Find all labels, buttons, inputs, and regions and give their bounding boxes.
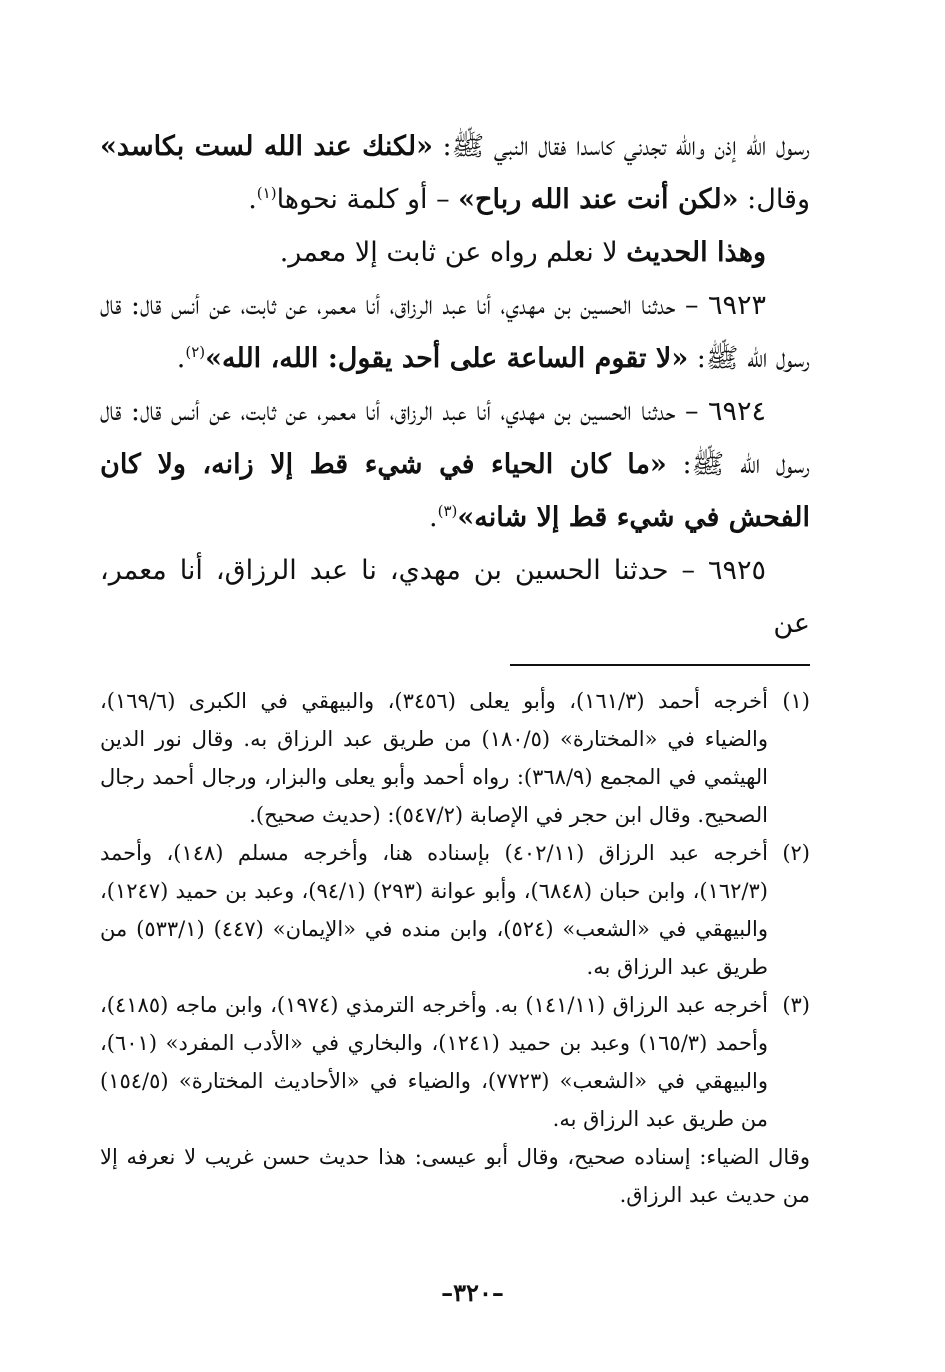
paragraph-hadith-continuation	[100, 120, 810, 226]
text-run: ٦٩٢٣ – حدثنا الحسين بن مهدي، أنا عبد الرزاق، أنا معمر، عن ثابت، عن أنس قال: قال رسول الله ﷺ:	[100, 290, 810, 374]
paragraph-remark	[100, 226, 810, 279]
bold-quote: «لا تقوم الساعة على أحد يقول: الله، الله»	[205, 343, 689, 374]
text-run: .	[176, 343, 186, 374]
footnote-text: أخرجه عبد الرزاق (٤٠٢/١١) بإسناده هنا، وأخرجه مسلم (١٤٨)، وأحمد (١٦٢/٣)، وابن حبان (٦٨٤٨)، وأبو عوانة (٢٩٣) (٩٤/١)، وعبد بن حميد (١٢٤٧)، والبيهقي في «الشعب» (٥٢٤)، وابن منده في «الإيمان» (٤٤٧) (٥٣٣/١) من طريق عبد الرزاق به.	[100, 841, 769, 979]
footnote-3	[100, 986, 810, 1138]
footnote-text: أخرجه أحمد (١٦١/٣)، وأبو يعلى (٣٤٥٦)، والبيهقي في الكبرى (١٦٩/٦)، والضياء في «المختارة» (١٨٠/٥) من طريق عبد الرزاق به. وقال نور الدين الهيثمي في المجمع (٣٦٨/٩): رواه أحمد وأبو يعلى والبزار، ورجال أحمد رجال الصحيح. وقال ابن حجر في الإصابة (٥٤٧/٢): (حديث صحيح).	[100, 689, 768, 827]
footnote-marker: (٢)	[782, 841, 810, 865]
text-run: ٦٩٢٤ – حدثنا الحسين بن مهدي، أنا عبد الرزاق، أنا معمر، عن ثابت، عن أنس قال: قال رسول الله ﷺ:	[100, 396, 810, 480]
text-run: .	[248, 184, 257, 215]
footnote-ref[interactable]: (٢)	[185, 343, 206, 361]
footnote-text: أخرجه عبد الرزاق (١٤١/١١) به. وأخرجه الترمذي (١٩٧٤)، وابن ماجه (٤١٨٥)، وأحمد (١٦٥/٣) وعبد بن حميد (١٢٤١)، والبخاري في «الأدب المفرد» (٦٠١)، والبيهقي في «الشعب» (٧٧٢٣)، والضياء في «الأحاديث المختارة» (١٥٤/٥) من طريق عبد الرزاق به.	[100, 993, 769, 1131]
footnote-1	[100, 682, 810, 834]
text-run: رسول الله إذن والله تجدني كاسدا فقال النبي ﷺ:	[433, 131, 810, 162]
footnote-continuation: وقال الضياء: إسناده صحيح، وقال أبو عيسى: هذا حديث حسن غريب لا نعرفه إلا من حديث عبد الرزاق.	[100, 1145, 810, 1207]
bold-quote: «ما كان الحياء في شيء قط إلا زانه، ولا كان الفحش في شيء قط إلا شانه»	[100, 449, 810, 533]
paragraph-hadith-6924	[100, 385, 810, 544]
bold-quote: «لكن أنت عند الله رباح»	[458, 184, 739, 215]
footnote-divider	[510, 664, 810, 666]
footnote-marker: (١)	[782, 689, 810, 713]
text-run: لا نعلم رواه عن ثابت إلا معمر.	[279, 237, 627, 268]
paragraph-hadith-6923	[100, 279, 810, 385]
footnote-2	[100, 834, 810, 986]
bold-heading: وهذا الحديث	[626, 237, 766, 268]
footnote-ref[interactable]: (٣)	[437, 502, 458, 520]
footnotes	[100, 682, 810, 1214]
text-run: ٦٩٢٥ – حدثنا الحسين بن مهدي، نا عبد الرزاق، أنا معمر، عن	[100, 555, 810, 639]
page-content	[100, 120, 810, 1214]
text-run: – أو كلمة نحوها	[276, 184, 459, 215]
page-number: –٣٢٠–	[441, 1278, 504, 1307]
bold-quote: «لكنك عند الله لست بكاسد»	[100, 131, 434, 162]
text-run: وقال:	[738, 184, 810, 215]
text-run: .	[429, 502, 438, 533]
footnote-ref[interactable]: (١)	[256, 184, 277, 202]
footnote-marker: (٣)	[782, 993, 810, 1017]
main-text	[100, 120, 810, 650]
paragraph-hadith-6925	[100, 544, 810, 650]
